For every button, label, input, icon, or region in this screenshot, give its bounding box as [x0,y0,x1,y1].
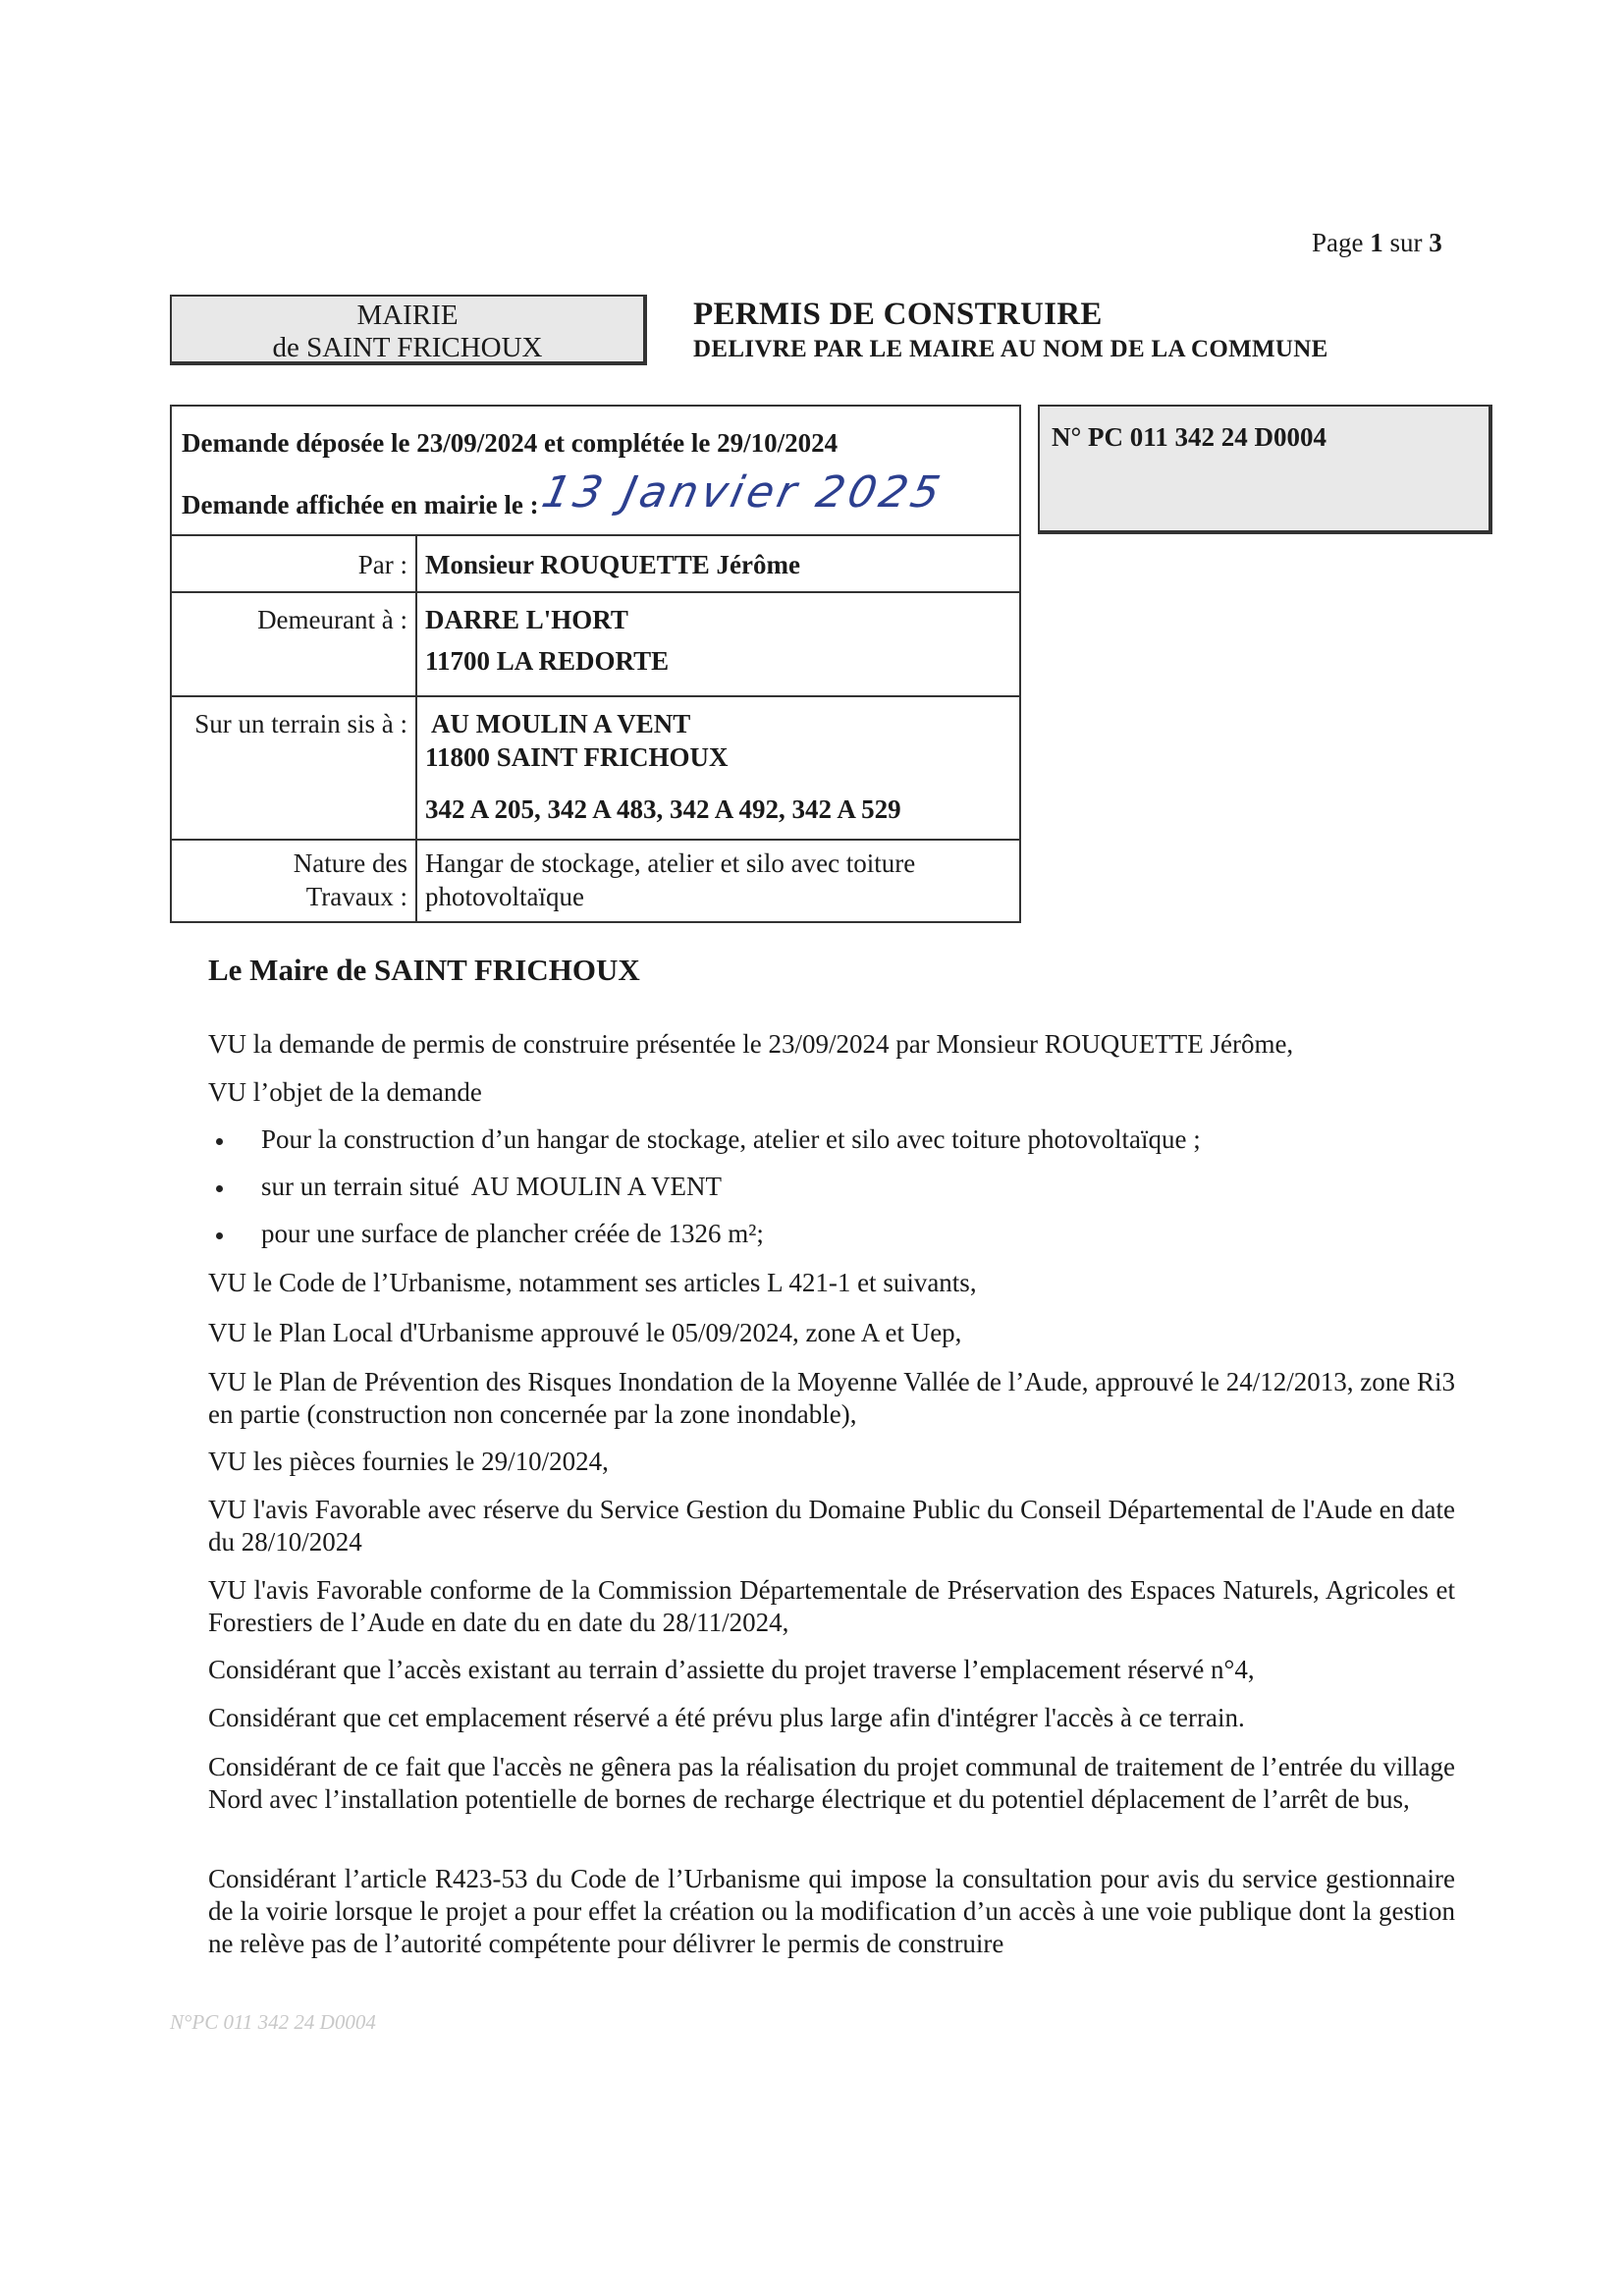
table-divider [172,839,1019,841]
paragraph: Considérant de ce fait que l'accès ne gênera pas la réalisation du projet communal de traitement de l’entrée du village Nord avec l’installation potentielle de bornes de recharge électrique et du potentiel déplacement de l’arrêt de bus, [208,1752,1455,1814]
paragraph: VU la demande de permis de construire présentée le 23/09/2024 par Monsieur ROUQUETTE Jérôme, [208,1029,1294,1059]
works-line2: photovoltaïque [425,882,584,911]
request-deposited: Demande déposée le 23/09/2024 et complétée le 29/10/2024 [182,428,839,458]
land-label: Sur un terrain sis à : [194,709,407,738]
residence-label: Demeurant à : [257,605,407,634]
land-line2: 11800 SAINT FRICHOUX [425,742,729,772]
mairie-line1: MAIRIE [356,300,459,331]
handwritten-posted-date: 13 Janvier 2025 [537,467,948,518]
residence-line1: DARRE L'HORT [425,605,628,634]
table-divider [172,591,1019,593]
paragraph: VU le Plan Local d'Urbanisme approuvé le 05/09/2024, zone A et Uep, [208,1318,962,1347]
applicant-name: Monsieur ROUQUETTE Jérôme [425,550,800,579]
paragraph: VU l’objet de la demande [208,1077,482,1107]
paragraph: VU les pièces fournies le 29/10/2024, [208,1447,609,1476]
paragraph: Considérant l’article R423-53 du Code de l’Urbanisme qui impose la consultation pour avis du service gestionnaire de la voirie lorsque le projet a pour effet la création ou la modification d’un accès à une voie publique dont la gestion ne relève pas de l’autorité compétente pour délivrer le permis de construire [208,1864,1455,1958]
mayor-heading: Le Maire de SAINT FRICHOUX [208,953,640,987]
table-divider [172,534,1019,536]
request-posted-label: Demande affichée en mairie le : [182,490,539,519]
list-item: pour une surface de plancher créée de 1326 m²; [261,1219,764,1248]
bullet-dot [216,1138,223,1145]
table-column-divider [415,534,417,923]
list-item: Pour la construction d’un hangar de stockage, atelier et silo avec toiture photovoltaïque ; [261,1124,1201,1154]
permit-number: N° PC 011 342 24 D0004 [1052,422,1327,452]
document-title: PERMIS DE CONSTRUIRE [693,297,1103,332]
mairie-line2: de SAINT FRICHOUX [272,332,543,363]
list-item: sur un terrain situé AU MOULIN A VENT [261,1172,722,1201]
bullet-dot [216,1185,223,1192]
paragraph: VU le Plan de Prévention des Risques Inondation de la Moyenne Vallée de l’Aude, approuvé le 24/12/2013, zone Ri3 en partie (construction non concernée par la zone inondable), [208,1367,1455,1429]
land-line1: AU MOULIN A VENT [431,709,691,738]
page-number: Page 1 sur 3 [1312,228,1442,257]
permit-number-box [1038,405,1492,534]
bullet-dot [216,1232,223,1239]
table-divider [172,695,1019,697]
paragraph: VU l'avis Favorable avec réserve du Service Gestion du Domaine Public du Conseil Départemental de l'Aude en date du 28/10/2024 [208,1495,1455,1557]
request-info-table [170,405,1021,923]
document-subtitle: DELIVRE PAR LE MAIRE AU NOM DE LA COMMUNE [693,336,1328,362]
paragraph: VU le Code de l’Urbanisme, notamment ses articles L 421-1 et suivants, [208,1268,977,1297]
paragraph: VU l'avis Favorable conforme de la Commission Départementale de Préservation des Espaces Naturels, Agricoles et Forestiers de l’Aude en date du en date du 28/11/2024, [208,1575,1455,1637]
paragraph: Considérant que l’accès existant au terrain d’assiette du projet traverse l’emplacement réservé n°4, [208,1655,1255,1684]
land-parcels: 342 A 205, 342 A 483, 342 A 492, 342 A 529 [425,794,901,824]
applicant-label: Par : [357,550,407,579]
paragraph: Considérant que cet emplacement réservé a été prévu plus large afin d'intégrer l'accès à ce terrain. [208,1703,1245,1732]
works-label-line2: Travaux : [305,882,407,911]
works-label-line1: Nature des [293,848,407,878]
footer-reference: N°PC 011 342 24 D0004 [170,2010,376,2034]
mairie-box [170,295,647,365]
works-line1: Hangar de stockage, atelier et silo avec toiture [425,848,916,878]
residence-line2: 11700 LA REDORTE [425,646,670,676]
